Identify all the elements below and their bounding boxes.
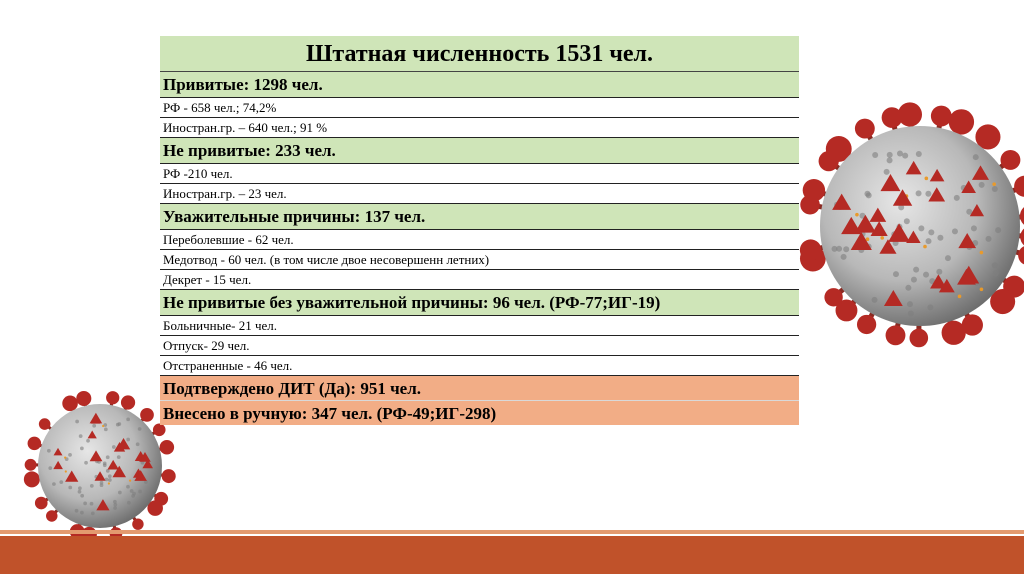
virus-texture bbox=[928, 229, 934, 235]
table-row: Отпуск- 29 чел. bbox=[160, 336, 799, 356]
virus-texture bbox=[973, 154, 979, 160]
virus-texture bbox=[884, 169, 890, 175]
spike-head bbox=[1020, 226, 1024, 248]
summary-row: Подтверждено ДИТ (Да): 951 чел. bbox=[160, 376, 799, 401]
virus-texture bbox=[864, 191, 870, 197]
footer-divider bbox=[0, 530, 1024, 534]
virus-texture bbox=[872, 152, 878, 158]
section-header-row: Привитые: 1298 чел. bbox=[160, 72, 799, 98]
spike-head bbox=[28, 437, 42, 451]
virus-texture bbox=[108, 478, 112, 482]
surface-dot bbox=[925, 177, 929, 181]
surface-dot bbox=[102, 425, 104, 427]
virus-texture bbox=[986, 236, 992, 242]
table-row: Переболевшие - 62 чел. bbox=[160, 230, 799, 250]
surface-dot bbox=[855, 213, 859, 217]
vaccination-table bbox=[160, 36, 799, 425]
virus-texture bbox=[138, 490, 142, 494]
table-row: Отстраненные - 46 чел. bbox=[160, 356, 799, 376]
virus-texture bbox=[75, 509, 79, 513]
surface-dot bbox=[108, 482, 110, 484]
virus-texture bbox=[904, 218, 910, 224]
virus-texture bbox=[916, 151, 922, 157]
spike-head bbox=[24, 471, 40, 487]
virus-texture bbox=[925, 191, 931, 197]
surface-dot bbox=[980, 251, 984, 255]
section-header-row: Уважительные причины: 137 чел. bbox=[160, 204, 799, 230]
spike-head bbox=[121, 395, 135, 409]
spike-head bbox=[25, 459, 37, 471]
virus-texture bbox=[75, 420, 79, 424]
virus-texture bbox=[126, 438, 130, 442]
spike-head bbox=[39, 418, 51, 430]
virus-texture bbox=[995, 227, 1001, 233]
virus-texture bbox=[971, 225, 977, 231]
virus-texture bbox=[113, 503, 117, 507]
virus-texture bbox=[887, 152, 893, 158]
spike-head bbox=[855, 119, 875, 139]
spike-head bbox=[800, 239, 822, 261]
table-row: РФ - 658 чел.; 74,2% bbox=[160, 98, 799, 118]
virus-texture bbox=[138, 427, 142, 431]
virus-texture bbox=[90, 484, 94, 488]
virus-texture bbox=[104, 427, 108, 431]
virus-texture bbox=[954, 195, 960, 201]
spike-head bbox=[46, 510, 57, 521]
virus-texture bbox=[136, 442, 140, 446]
spike-head bbox=[76, 391, 91, 406]
spike-head bbox=[106, 391, 119, 404]
virus-texture bbox=[905, 285, 911, 291]
virus-texture bbox=[936, 269, 942, 275]
virus-texture bbox=[118, 491, 122, 495]
virus-texture bbox=[84, 461, 88, 465]
virus-texture bbox=[48, 466, 52, 470]
virus-texture bbox=[80, 447, 84, 451]
surface-dot bbox=[129, 480, 131, 482]
virus-texture bbox=[992, 262, 998, 268]
surface-dot bbox=[992, 182, 996, 186]
table-title: Штатная численность 1531 чел. bbox=[160, 36, 799, 72]
spike-head bbox=[1020, 204, 1024, 227]
surface-dot bbox=[64, 457, 66, 459]
virus-texture bbox=[106, 469, 110, 473]
table-row: Иностран.гр. – 640 чел.; 91 % bbox=[160, 118, 799, 138]
surface-dot bbox=[958, 295, 962, 299]
virus-texture bbox=[913, 267, 919, 273]
virus-texture bbox=[993, 271, 999, 277]
coronavirus-image-right bbox=[795, 86, 1024, 366]
spike-head bbox=[140, 408, 154, 422]
virus-texture bbox=[79, 434, 83, 438]
virus-texture bbox=[841, 254, 847, 260]
virus-texture bbox=[908, 311, 914, 317]
footer-bar bbox=[0, 536, 1024, 574]
virus-texture bbox=[92, 424, 96, 428]
virus-texture bbox=[90, 502, 94, 506]
spike-head bbox=[35, 497, 48, 510]
table-row: Больничные- 21 чел. bbox=[160, 316, 799, 336]
virus-texture bbox=[52, 482, 56, 486]
virus-texture bbox=[887, 157, 893, 163]
virus-texture bbox=[113, 506, 117, 510]
virus-texture bbox=[83, 502, 87, 506]
virus-texture bbox=[103, 461, 107, 465]
virus-texture bbox=[80, 494, 84, 498]
table-rows bbox=[160, 72, 799, 425]
virus-texture bbox=[911, 277, 917, 283]
virus-texture bbox=[100, 483, 104, 487]
virus-texture bbox=[918, 225, 924, 231]
spike-head bbox=[153, 423, 166, 436]
virus-texture bbox=[979, 182, 985, 188]
spike-head bbox=[803, 179, 825, 201]
table-row: Иностран.гр. – 23 чел. bbox=[160, 184, 799, 204]
virus-texture bbox=[927, 304, 933, 310]
virus-texture bbox=[893, 271, 899, 277]
surface-dot bbox=[880, 236, 884, 240]
spike-head bbox=[898, 102, 922, 126]
virus-texture bbox=[923, 272, 929, 278]
section-header-row: Не привитые: 233 чел. bbox=[160, 138, 799, 164]
virus-texture bbox=[80, 511, 84, 515]
virus-texture bbox=[106, 455, 110, 459]
section-header-row: Не привитые без уважительной причины: 96 чел. (РФ-77;ИГ-19) bbox=[160, 290, 799, 316]
spike-head bbox=[886, 325, 906, 345]
table-row: РФ -210 чел. bbox=[160, 164, 799, 184]
surface-dot bbox=[923, 245, 927, 249]
virus-texture bbox=[127, 501, 131, 505]
spike-head bbox=[1000, 150, 1020, 170]
spike-head bbox=[1018, 245, 1024, 265]
spike-head bbox=[62, 396, 78, 412]
virus-texture bbox=[68, 486, 72, 490]
virus-texture bbox=[897, 151, 903, 157]
spike-head bbox=[910, 329, 929, 348]
spike-head bbox=[931, 106, 952, 127]
virus-texture bbox=[117, 455, 121, 459]
virus-texture bbox=[78, 490, 82, 494]
spike-head bbox=[949, 109, 974, 134]
virus-texture bbox=[68, 453, 72, 457]
virus-texture bbox=[926, 238, 932, 244]
virus-texture bbox=[116, 423, 120, 427]
virus-texture bbox=[916, 190, 922, 196]
virus-texture bbox=[992, 186, 998, 192]
spike-head bbox=[160, 440, 175, 455]
virus-texture bbox=[843, 246, 849, 252]
table-row: Медотвод - 60 чел. (в том числе двое несовершенн летних) bbox=[160, 250, 799, 270]
virus-texture bbox=[126, 485, 130, 489]
virus-texture bbox=[131, 494, 135, 498]
spike-head bbox=[132, 518, 143, 529]
virus-texture bbox=[78, 486, 82, 490]
virus-texture bbox=[86, 439, 90, 443]
spike-head bbox=[942, 321, 966, 345]
virus-texture bbox=[872, 297, 878, 303]
virus-texture bbox=[937, 235, 943, 241]
virus-texture bbox=[105, 478, 109, 482]
virus-texture bbox=[979, 282, 985, 288]
spike-head bbox=[824, 288, 842, 306]
virus-texture bbox=[59, 480, 63, 484]
spike-head bbox=[1014, 176, 1024, 197]
spike-head bbox=[857, 315, 876, 334]
virus-texture bbox=[47, 449, 51, 453]
virus-texture bbox=[945, 255, 951, 261]
virus-texture bbox=[91, 511, 95, 515]
virus-texture bbox=[126, 417, 130, 421]
virus-texture bbox=[108, 474, 112, 478]
virus-texture bbox=[902, 153, 908, 159]
virus-texture bbox=[952, 228, 958, 234]
virus-texture bbox=[831, 246, 837, 252]
virus-texture bbox=[907, 301, 913, 307]
virus-texture bbox=[112, 445, 116, 449]
surface-dot bbox=[980, 287, 984, 291]
table-row: Декрет - 15 чел. bbox=[160, 270, 799, 290]
spike-head bbox=[162, 469, 176, 483]
surface-dot bbox=[65, 470, 67, 472]
summary-row: Внесено в ручную: 347 чел. (РФ-49;ИГ-298) bbox=[160, 401, 799, 425]
